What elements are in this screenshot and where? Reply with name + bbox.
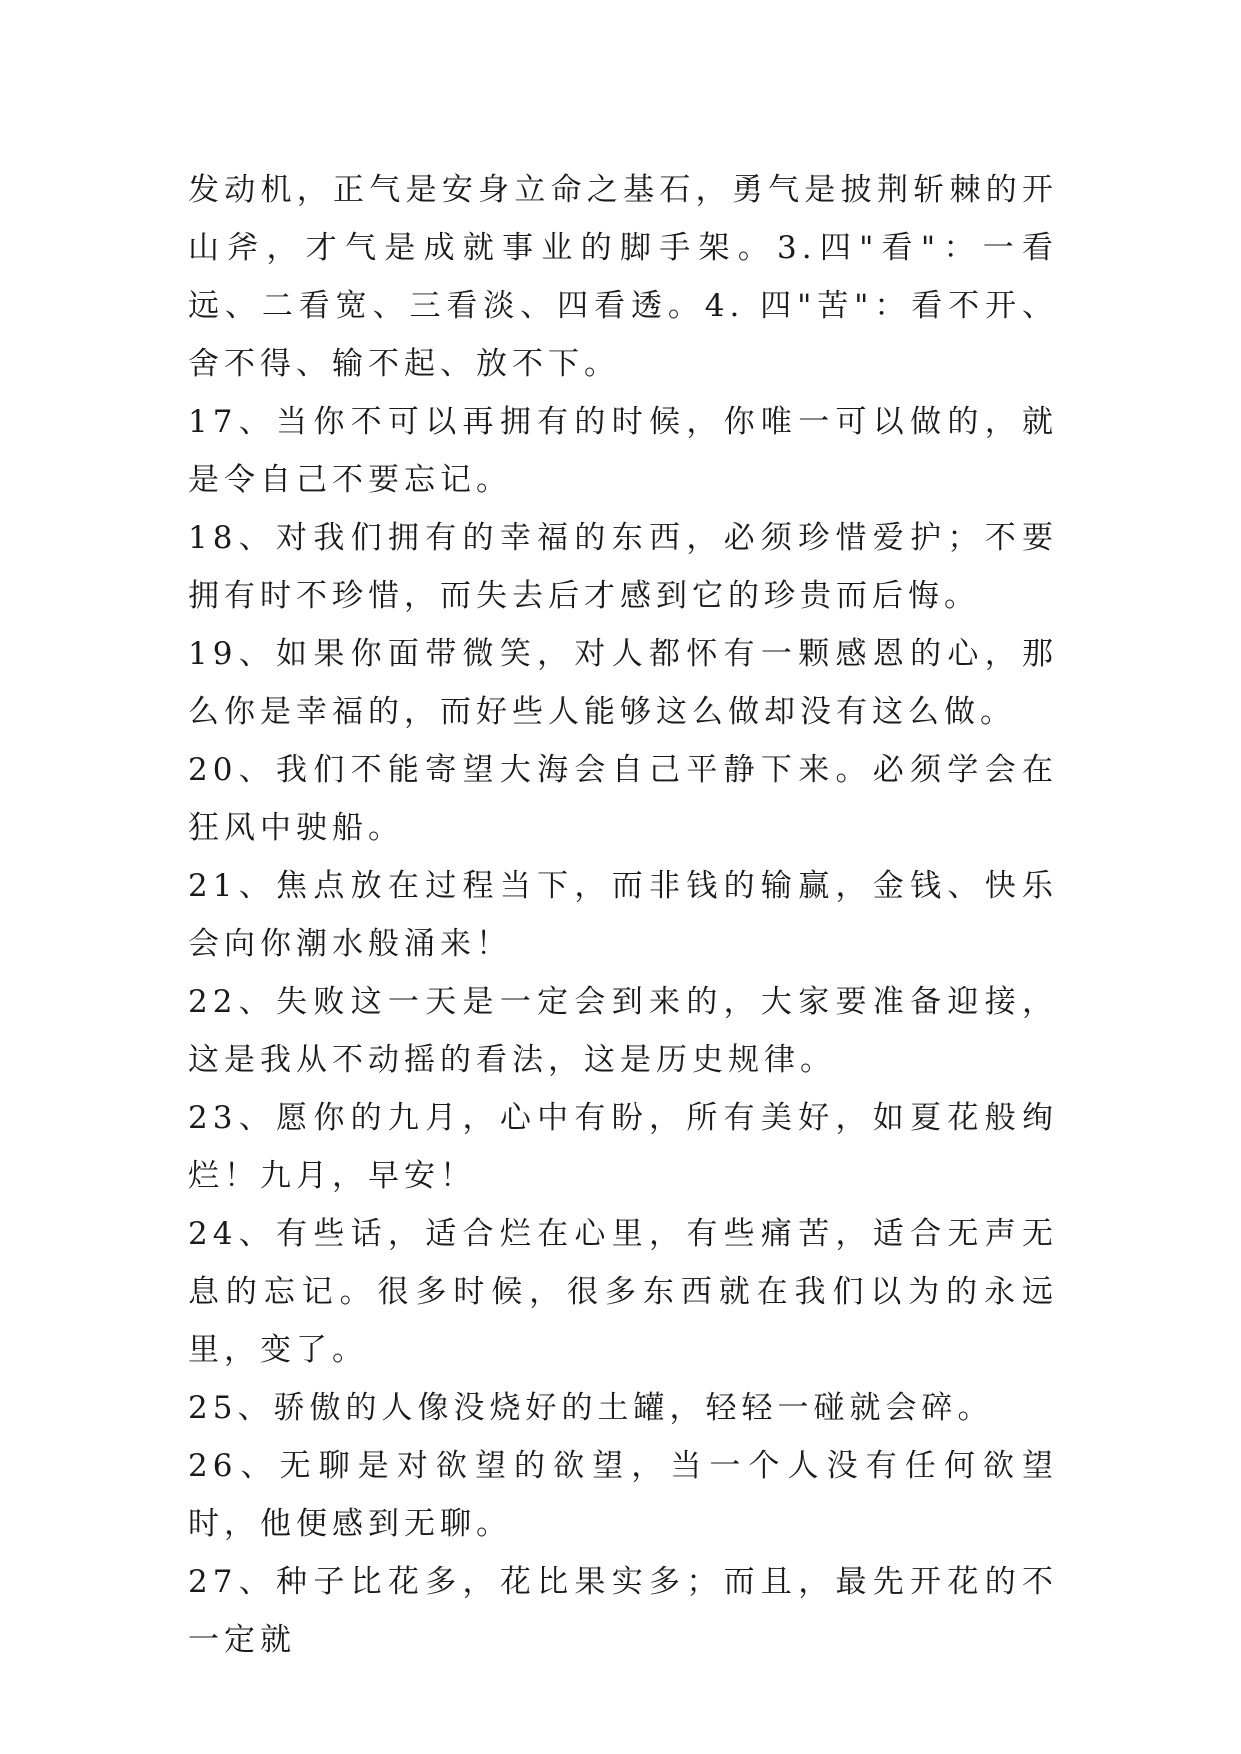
paragraph-17: 17、当你不可以再拥有的时候，你唯一可以做的，就是令自己不要忘记。 [188,404,1058,498]
paragraph-26: 26、无聊是对欲望的欲望，当一个人没有任何欲望时，他便感到无聊。 [188,1448,1058,1542]
paragraph-20: 20、我们不能寄望大海会自己平静下来。必须学会在狂风中驶船。 [188,752,1058,846]
paragraph-continuation: 发动机，正气是安身立命之基石，勇气是披荆斩棘的开山斧，才气是成就事业的脚手架。3.四"看"：一看远、二看宽、三看淡、四看透。4. 四"苦"：看不开、舍不得、输不起、放不下。 [188,172,1058,382]
paragraph-27: 27、种子比花多，花比果实多；而且，最先开花的不一定就 [188,1564,1058,1658]
paragraph-18: 18、对我们拥有的幸福的东西，必须珍惜爱护；不要拥有时不珍惜，而失去后才感到它的珍贵而后悔。 [188,520,1058,614]
document-body [188,161,1058,1669]
paragraph-19: 19、如果你面带微笑，对人都怀有一颗感恩的心，那么你是幸福的，而好些人能够这么做却没有这么做。 [188,636,1058,730]
paragraph-25: 25、骄傲的人像没烧好的土罐，轻轻一碰就会碎。 [188,1390,994,1426]
paragraph-22: 22、失败这一天是一定会到来的，大家要准备迎接，这是我从不动摇的看法，这是历史规律。 [188,984,1058,1078]
paragraph-21: 21、焦点放在过程当下，而非钱的输赢，金钱、快乐会向你潮水般涌来！ [188,868,1058,962]
paragraph-23: 23、愿你的九月，心中有盼，所有美好，如夏花般绚烂！九月，早安！ [188,1100,1058,1194]
paragraph-24: 24、有些话，适合烂在心里，有些痛苦，适合无声无息的忘记。很多时候，很多东西就在我们以为的永远里，变了。 [188,1216,1058,1368]
